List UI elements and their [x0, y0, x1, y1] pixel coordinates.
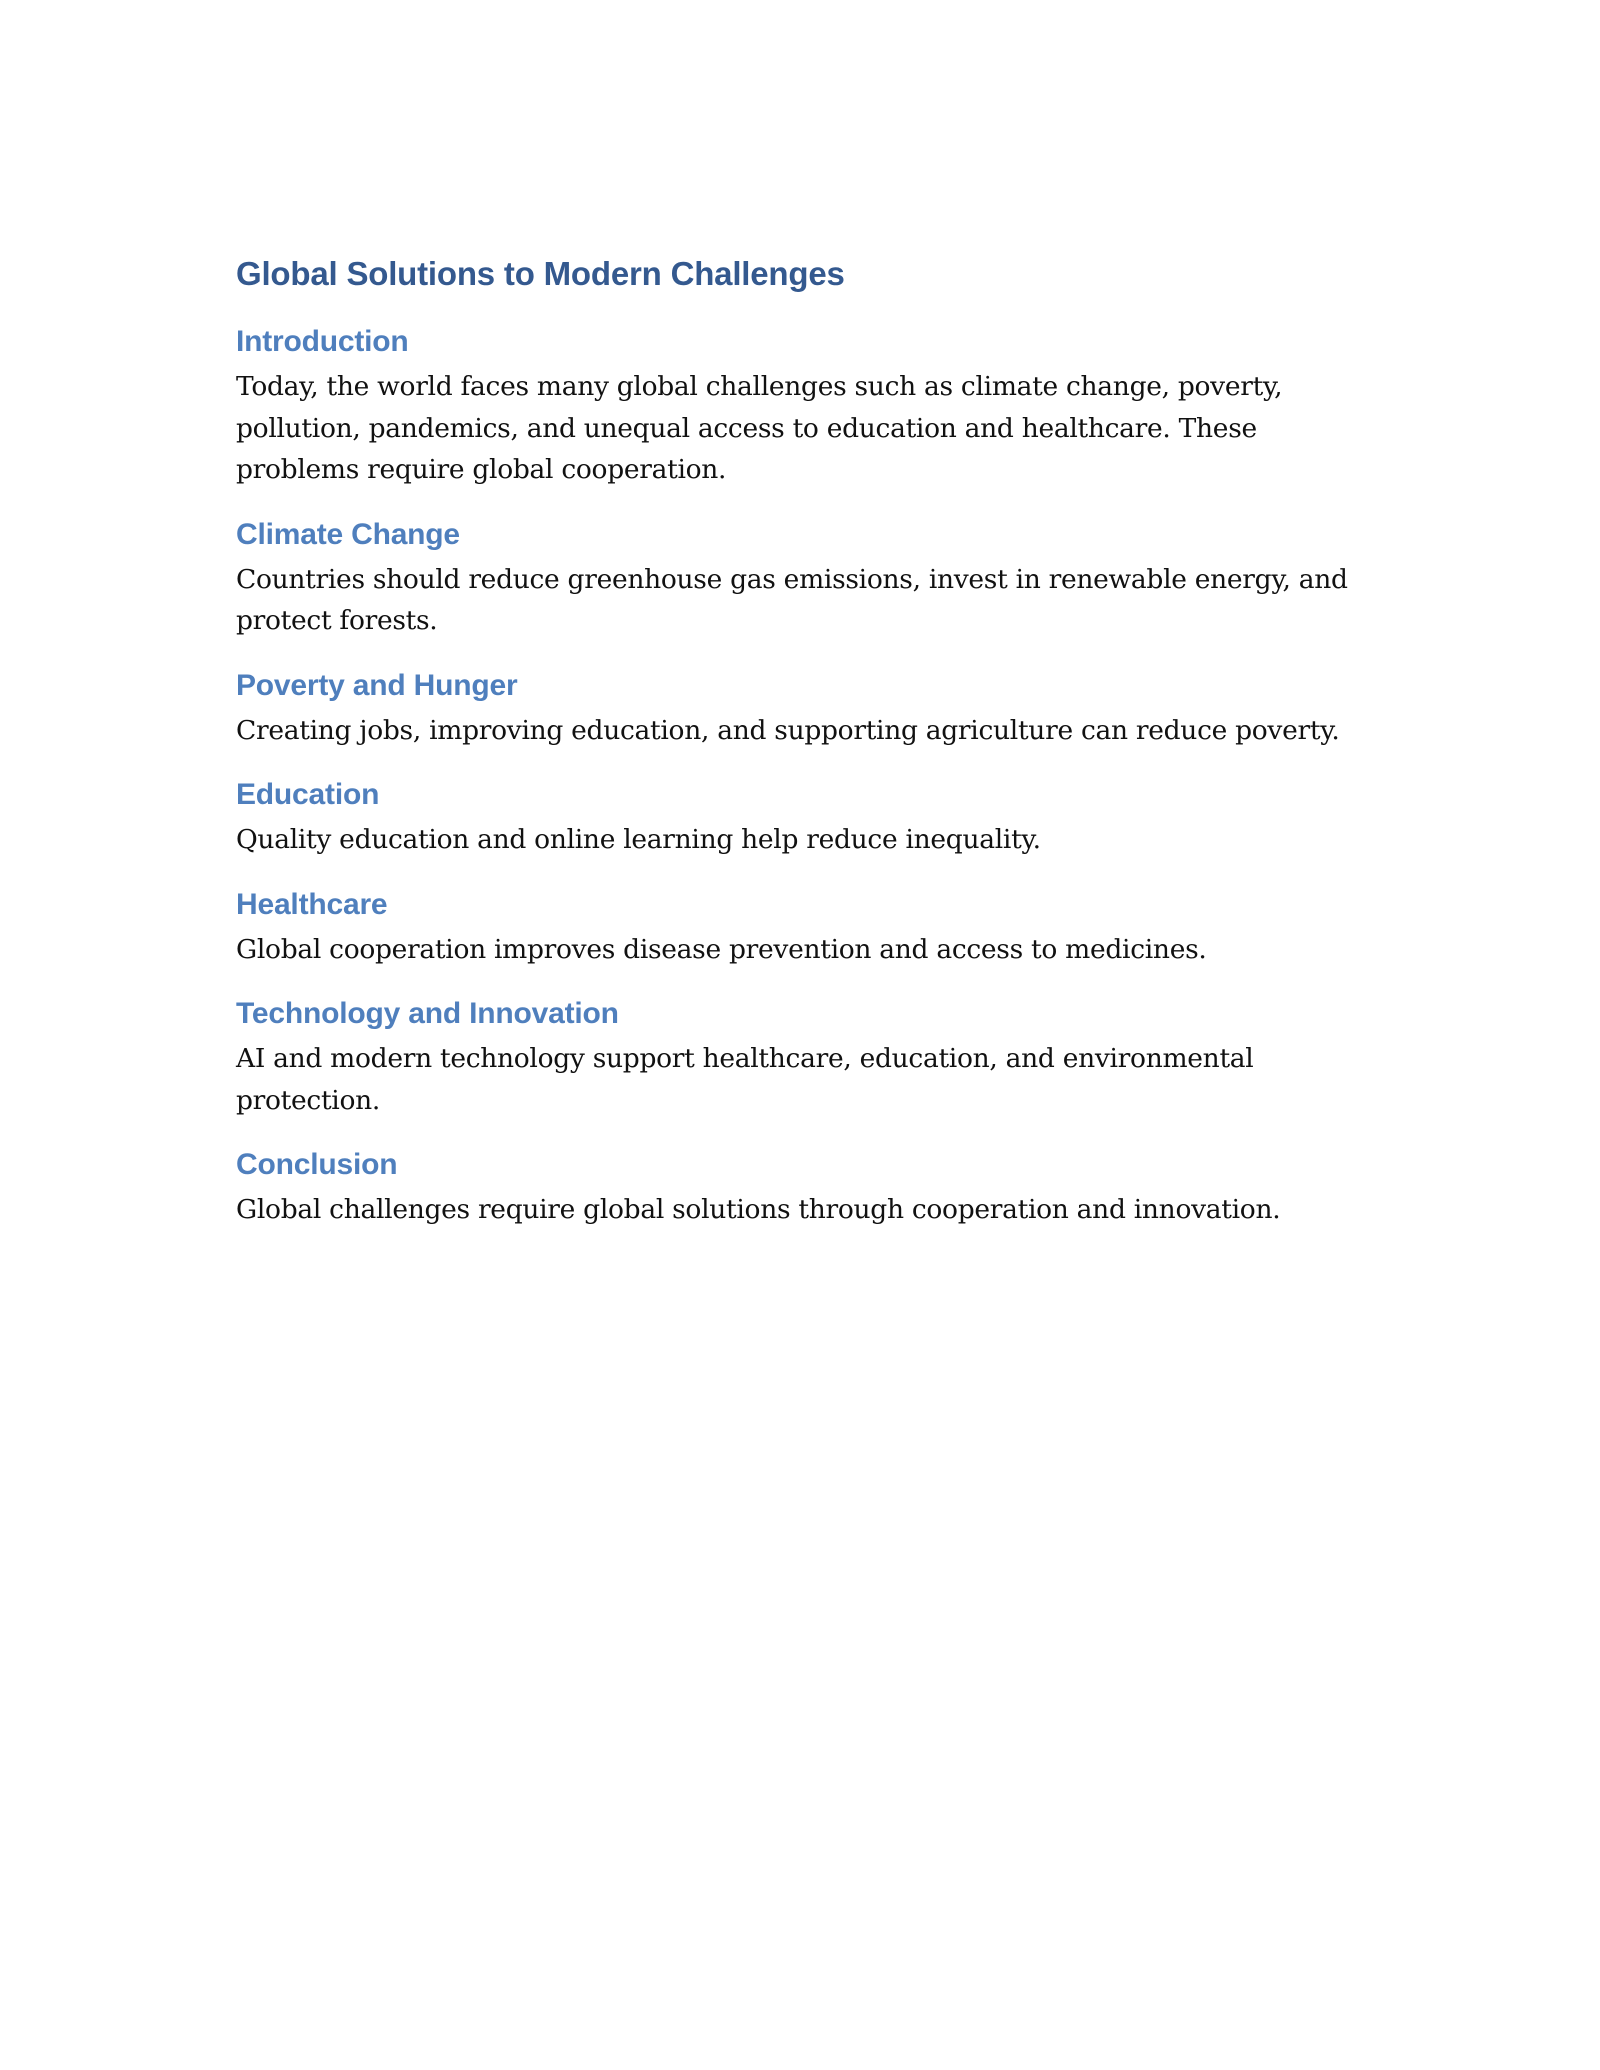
- section-paragraph: Quality education and online learning help reduce inequality.: [236, 824, 1041, 855]
- section-paragraph: AI and modern technology support healthcare, education, and environmental protection.: [236, 1043, 1254, 1116]
- section-paragraph: Global challenges require global solutions through cooperation and innovation.: [236, 1194, 1281, 1225]
- section-heading: Healthcare: [236, 887, 388, 921]
- section-education: [236, 775, 1366, 861]
- document-title: Global Solutions to Modern Challenges: [236, 255, 845, 292]
- document-content: [236, 252, 1366, 1255]
- section-paragraph: Countries should reduce greenhouse gas emissions, invest in renewable energy, and protect forests.: [236, 563, 1348, 636]
- section-paragraph: Creating jobs, improving education, and supporting agriculture can reduce poverty.: [236, 714, 1340, 746]
- section-heading: Education: [236, 778, 380, 811]
- section-technology-and-innovation: [236, 994, 1366, 1121]
- section-introduction: [236, 322, 1366, 491]
- section-heading: Climate Change: [236, 517, 460, 551]
- section-heading: Technology and Innovation: [236, 997, 619, 1030]
- section-conclusion: [236, 1145, 1366, 1231]
- section-heading: Introduction: [236, 325, 409, 358]
- section-healthcare: [236, 885, 1366, 971]
- section-poverty-and-hunger: [236, 666, 1366, 752]
- section-paragraph: Today, the world faces many global challenges such as climate change, poverty, pollution, pandemics, and unequal access to education and healthcare. These problems require global cooperation.: [236, 371, 1283, 485]
- section-climate-change: [236, 515, 1366, 642]
- section-heading: Poverty and Hunger: [236, 668, 518, 702]
- section-heading: Conclusion: [236, 1148, 398, 1181]
- section-paragraph: Global cooperation improves disease prevention and access to medicines.: [236, 933, 1207, 965]
